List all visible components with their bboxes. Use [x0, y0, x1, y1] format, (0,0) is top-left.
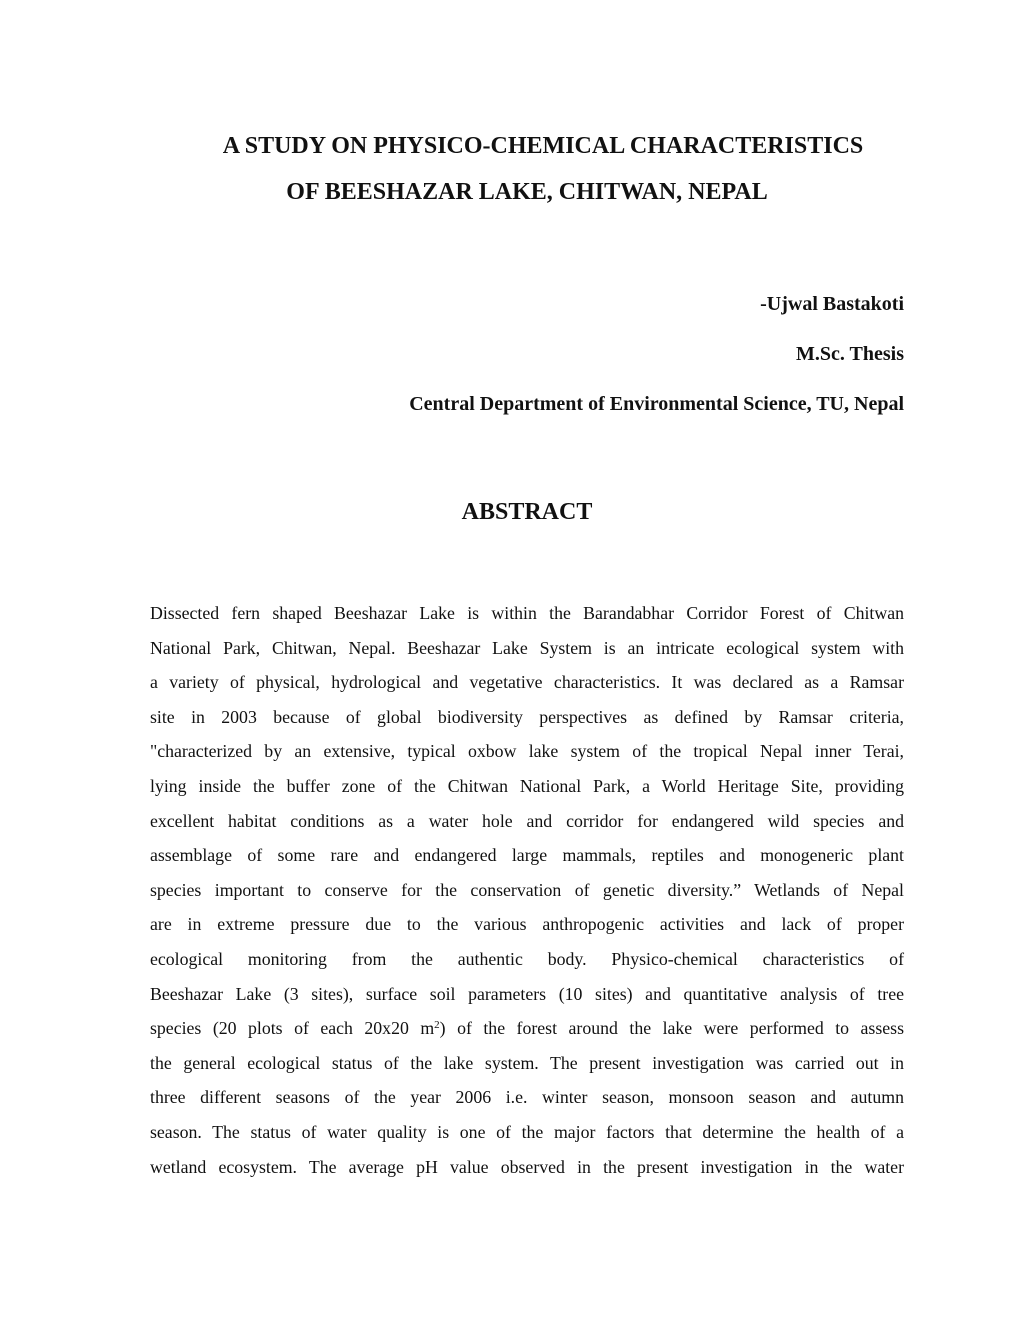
author-name: -Ujwal Bastakoti [760, 293, 904, 315]
abstract-line: assemblage of some rare and endangered large mammals, reptiles and monogeneric plant [150, 845, 904, 866]
abstract-line: lying inside the buffer zone of the Chitwan National Park, a World Heritage Site, providing [150, 775, 904, 796]
department-label: Central Department of Environmental Science, TU, Nepal [409, 393, 904, 415]
abstract-body [150, 596, 904, 1184]
abstract-line: Dissected fern shaped Beeshazar Lake is within the Barandabhar Corridor Forest of Chitwan [150, 603, 904, 623]
abstract-line: site in 2003 because of global biodiversity perspectives as defined by Ramsar criteria, [150, 706, 904, 727]
superscript: 2 [434, 1019, 440, 1032]
abstract-line: wetland ecosystem. The average pH value observed in the present investigation in the water [150, 1156, 904, 1177]
abstract-line: excellent habitat conditions as a water hole and corridor for endangered wild species and [150, 810, 904, 831]
abstract-line: season. The status of water quality is one of the major factors that determine the health of a [150, 1121, 904, 1142]
abstract-line-part: species (20 plots of each 20x20 m [150, 1018, 435, 1039]
degree-label: M.Sc. Thesis [796, 343, 904, 365]
abstract-line: are in extreme pressure due to the various anthropogenic activities and lack of proper [150, 914, 904, 935]
abstract-line-with-superscript [150, 1011, 904, 1046]
abstract-line-part: ) of the forest around the lake were performed to assess [439, 1018, 904, 1039]
abstract-line: three different seasons of the year 2006 i.e. winter season, monsoon season and autumn [150, 1087, 904, 1108]
abstract-line: "characterized by an extensive, typical oxbow lake system of the tropical Nepal inner Terai, [150, 741, 904, 762]
abstract-line: Beeshazar Lake (3 sites), surface soil parameters (10 sites) and quantitative analysis of tree [150, 983, 904, 1004]
abstract-heading-text: ABSTRACT [461, 499, 593, 525]
abstract-line: species important to conserve for the conservation of genetic diversity.” Wetlands of Nepal [150, 879, 904, 900]
abstract-heading [150, 498, 904, 526]
abstract-line: National Park, Chitwan, Nepal. Beeshazar Lake System is an intricate ecological system with [150, 637, 904, 658]
abstract-line: ecological monitoring from the authentic body. Physico-chemical characteristics of [150, 948, 904, 969]
paper-title-line-1: A STUDY ON PHYSICO-CHEMICAL CHARACTERISTICS [222, 133, 864, 159]
abstract-line: the general ecological status of the lake system. The present investigation was carried out in [150, 1052, 904, 1073]
abstract-line: a variety of physical, hydrological and vegetative characteristics. It was declared as a Ramsar [150, 672, 904, 693]
paper-title-line-2: OF BEESHAZAR LAKE, CHITWAN, NEPAL [286, 179, 768, 205]
